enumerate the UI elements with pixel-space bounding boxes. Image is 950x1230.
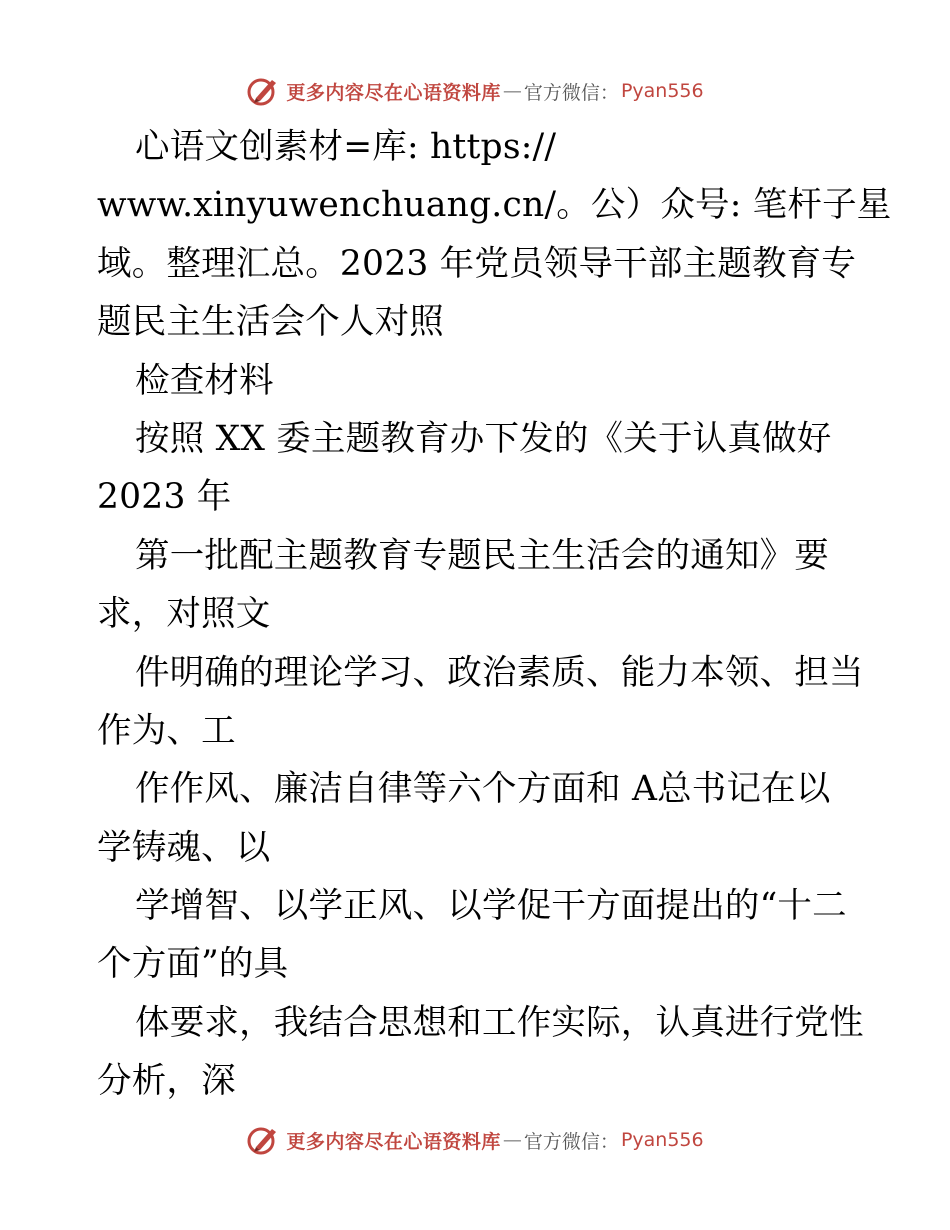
banner-wechat-label: 官方微信： [523,1130,619,1153]
pen-logo-icon [246,74,280,108]
body-line: 学增智、以学正风、以学促干方面提出的“十二 [135,886,847,927]
body-line: www.xinyuwenchuang.cn/。公）众号: 笔杆子星 [97,185,892,226]
banner-wechat-handle: Pyan556 [620,1129,704,1151]
banner-slogan: 更多内容尽在心语资料库 [286,1130,501,1153]
body-line: 检查材料 [135,360,274,401]
body-line: 域。整理汇总。2023 年党员领导干部主题教育专 [97,243,857,284]
banner-wechat-handle: Pyan556 [620,80,704,102]
body-line: 体要求，我结合思想和工作实际，认真进行党性 [135,1002,864,1043]
body-line: 题民主生活会个人对照 [97,302,444,343]
banner-dash: — [502,1129,522,1151]
body-line: 作为、工 [97,710,236,751]
body-line: 件明确的理论学习、政治素质、能力本领、担当 [135,652,864,693]
body-line: 分析，深 [97,1061,236,1102]
document-body [97,118,892,1111]
footer-banner [0,1123,950,1157]
banner-dash: — [502,80,522,102]
body-line: 第一批配主题教育专题民主生活会的通知》要 [135,535,829,576]
body-line: 2023 年 [97,477,232,518]
body-line: 个方面”的具 [97,944,289,985]
body-line: 心语文创素材=库: https:// [135,127,557,167]
pen-logo-icon [246,1123,280,1157]
body-line: 按照 XX 委主题教育办下发的《关于认真做好 [135,418,832,459]
banner-wechat-label: 官方微信： [523,81,619,104]
header-banner [0,74,950,108]
body-line: 求，对照文 [97,594,271,635]
banner-slogan: 更多内容尽在心语资料库 [286,81,501,104]
body-line: 作作风、廉洁自律等六个方面和 A总书记在以 [135,769,831,810]
body-line: 学铸魂、以 [97,827,271,868]
